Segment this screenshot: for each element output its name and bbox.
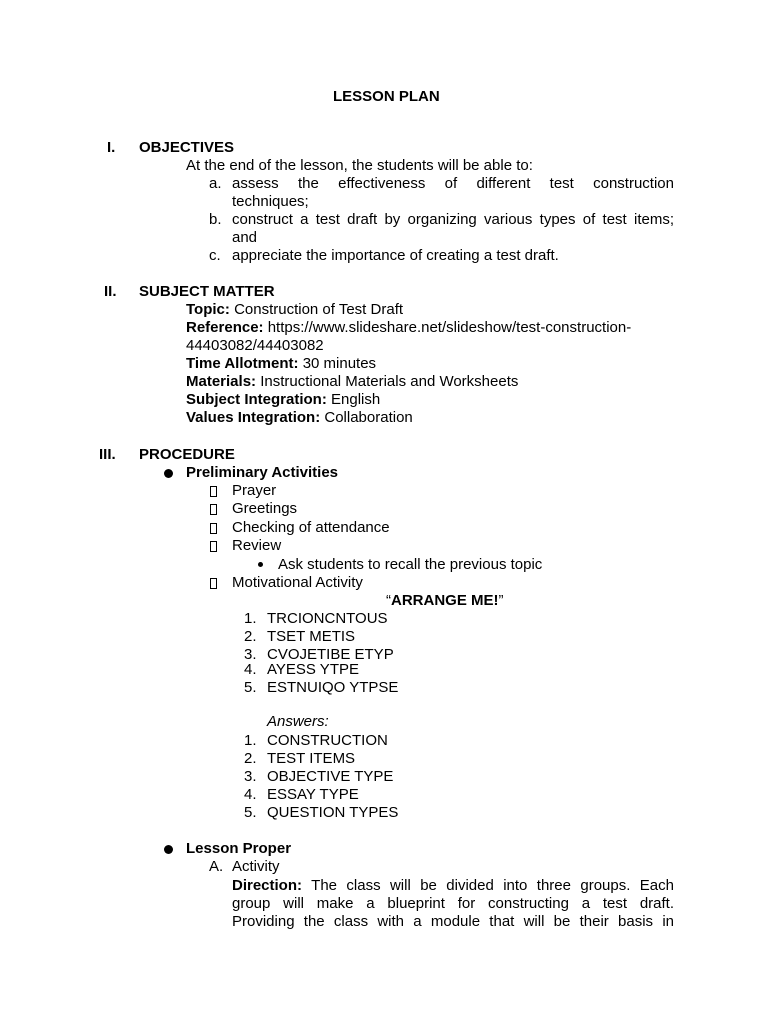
game-title	[386, 592, 504, 610]
values-integration-value: Collaboration	[324, 409, 413, 426]
objective-item: assess the effectiveness of different test construction	[232, 175, 674, 192]
subject-integration-value: English	[331, 391, 381, 408]
checkbox-icon	[210, 541, 217, 552]
answer-word: QUESTION TYPES	[267, 804, 399, 821]
bullet-icon	[164, 845, 173, 854]
values-integration-line	[186, 409, 413, 427]
bullet-icon	[258, 562, 263, 567]
time-label: Time Allotment:	[186, 355, 299, 372]
section-number-objectives: I.	[107, 139, 116, 156]
activity-letter: A.	[209, 858, 224, 875]
scrambled-word: TRCIONCNTOUS	[267, 610, 388, 627]
objective-letter: a.	[209, 175, 222, 192]
list-number: 2.	[244, 628, 257, 645]
section-number-subject-matter: II.	[104, 283, 117, 300]
objective-item: construct a test draft by organizing various types of test items;	[232, 211, 674, 228]
reference-line	[186, 319, 631, 337]
page-title: LESSON PLAN	[333, 88, 440, 105]
preliminary-item: Prayer	[232, 482, 277, 499]
objective-letter: c.	[209, 247, 221, 264]
bullet-icon	[164, 469, 173, 478]
preliminary-item: Review	[232, 537, 282, 554]
direction-line	[232, 877, 674, 895]
objective-letter: b.	[209, 211, 222, 228]
section-heading-procedure: PROCEDURE	[139, 446, 235, 463]
checkbox-icon	[210, 578, 217, 589]
topic-label: Topic:	[186, 301, 230, 318]
list-number: 2.	[244, 750, 257, 767]
scrambled-word: TSET METIS	[267, 628, 356, 645]
list-number: 3.	[244, 646, 257, 663]
topic-value: Construction of Test Draft	[234, 301, 404, 318]
reference-value-cont: 44403082/44403082	[186, 337, 324, 354]
direction-text: The class will be divided into three groups. Each	[311, 877, 674, 894]
list-number: 4.	[244, 661, 257, 678]
answer-word: TEST ITEMS	[267, 750, 356, 767]
section-heading-subject-matter: SUBJECT MATTER	[139, 283, 275, 300]
answers-label: Answers:	[267, 713, 329, 730]
preliminary-item: Checking of attendance	[232, 519, 390, 536]
list-number: 1.	[244, 610, 257, 627]
review-subitem: Ask students to recall the previous topic	[278, 556, 543, 573]
checkbox-icon	[210, 523, 217, 534]
reference-value: https://www.slideshare.net/slideshow/test-construction-	[267, 319, 632, 336]
scrambled-word: ESTNUIQO YTPSE	[267, 679, 399, 696]
materials-line	[186, 373, 518, 391]
topic-line	[186, 301, 403, 319]
subject-integration-label: Subject Integration:	[186, 391, 327, 408]
checkbox-icon	[210, 504, 217, 515]
answer-word: OBJECTIVE TYPE	[267, 768, 394, 785]
values-integration-label: Values Integration:	[186, 409, 321, 426]
lesson-proper-heading: Lesson Proper	[186, 840, 292, 857]
list-number: 5.	[244, 679, 257, 696]
preliminary-heading: Preliminary Activities	[186, 464, 339, 481]
list-number: 5.	[244, 804, 257, 821]
materials-label: Materials:	[186, 373, 257, 390]
checkbox-icon	[210, 486, 217, 497]
answer-word: ESSAY TYPE	[267, 786, 359, 803]
direction-line: Providing the class with a module that will be their basis in	[232, 913, 674, 930]
activity-label: Activity	[232, 858, 280, 875]
direction-label: Direction:	[232, 877, 303, 894]
time-value: 30 minutes	[302, 355, 377, 372]
objective-item: appreciate the importance of creating a test draft.	[232, 247, 559, 264]
open-quote: “	[386, 592, 391, 609]
list-number: 1.	[244, 732, 257, 749]
game-title-text: ARRANGE ME!	[391, 592, 499, 609]
direction-line: group will make a blueprint for constructing a test draft.	[232, 895, 674, 912]
list-number: 4.	[244, 786, 257, 803]
close-quote: ”	[498, 592, 504, 609]
objective-item-cont: techniques;	[232, 193, 309, 210]
subject-integration-line	[186, 391, 380, 409]
scrambled-word: AYESS YTPE	[267, 661, 359, 678]
materials-value: Instructional Materials and Worksheets	[260, 373, 519, 390]
scrambled-word: CVOJETIBE ETYP	[267, 646, 394, 663]
motivational-activity: Motivational Activity	[232, 574, 363, 591]
section-number-procedure: III.	[99, 446, 116, 463]
section-heading-objectives: OBJECTIVES	[139, 139, 235, 156]
list-number: 3.	[244, 768, 257, 785]
preliminary-item: Greetings	[232, 500, 298, 517]
objective-item-cont: and	[232, 229, 258, 246]
time-line	[186, 355, 376, 373]
reference-label: Reference:	[186, 319, 264, 336]
objectives-intro: At the end of the lesson, the students will be able to:	[186, 157, 533, 174]
answer-word: CONSTRUCTION	[267, 732, 388, 749]
